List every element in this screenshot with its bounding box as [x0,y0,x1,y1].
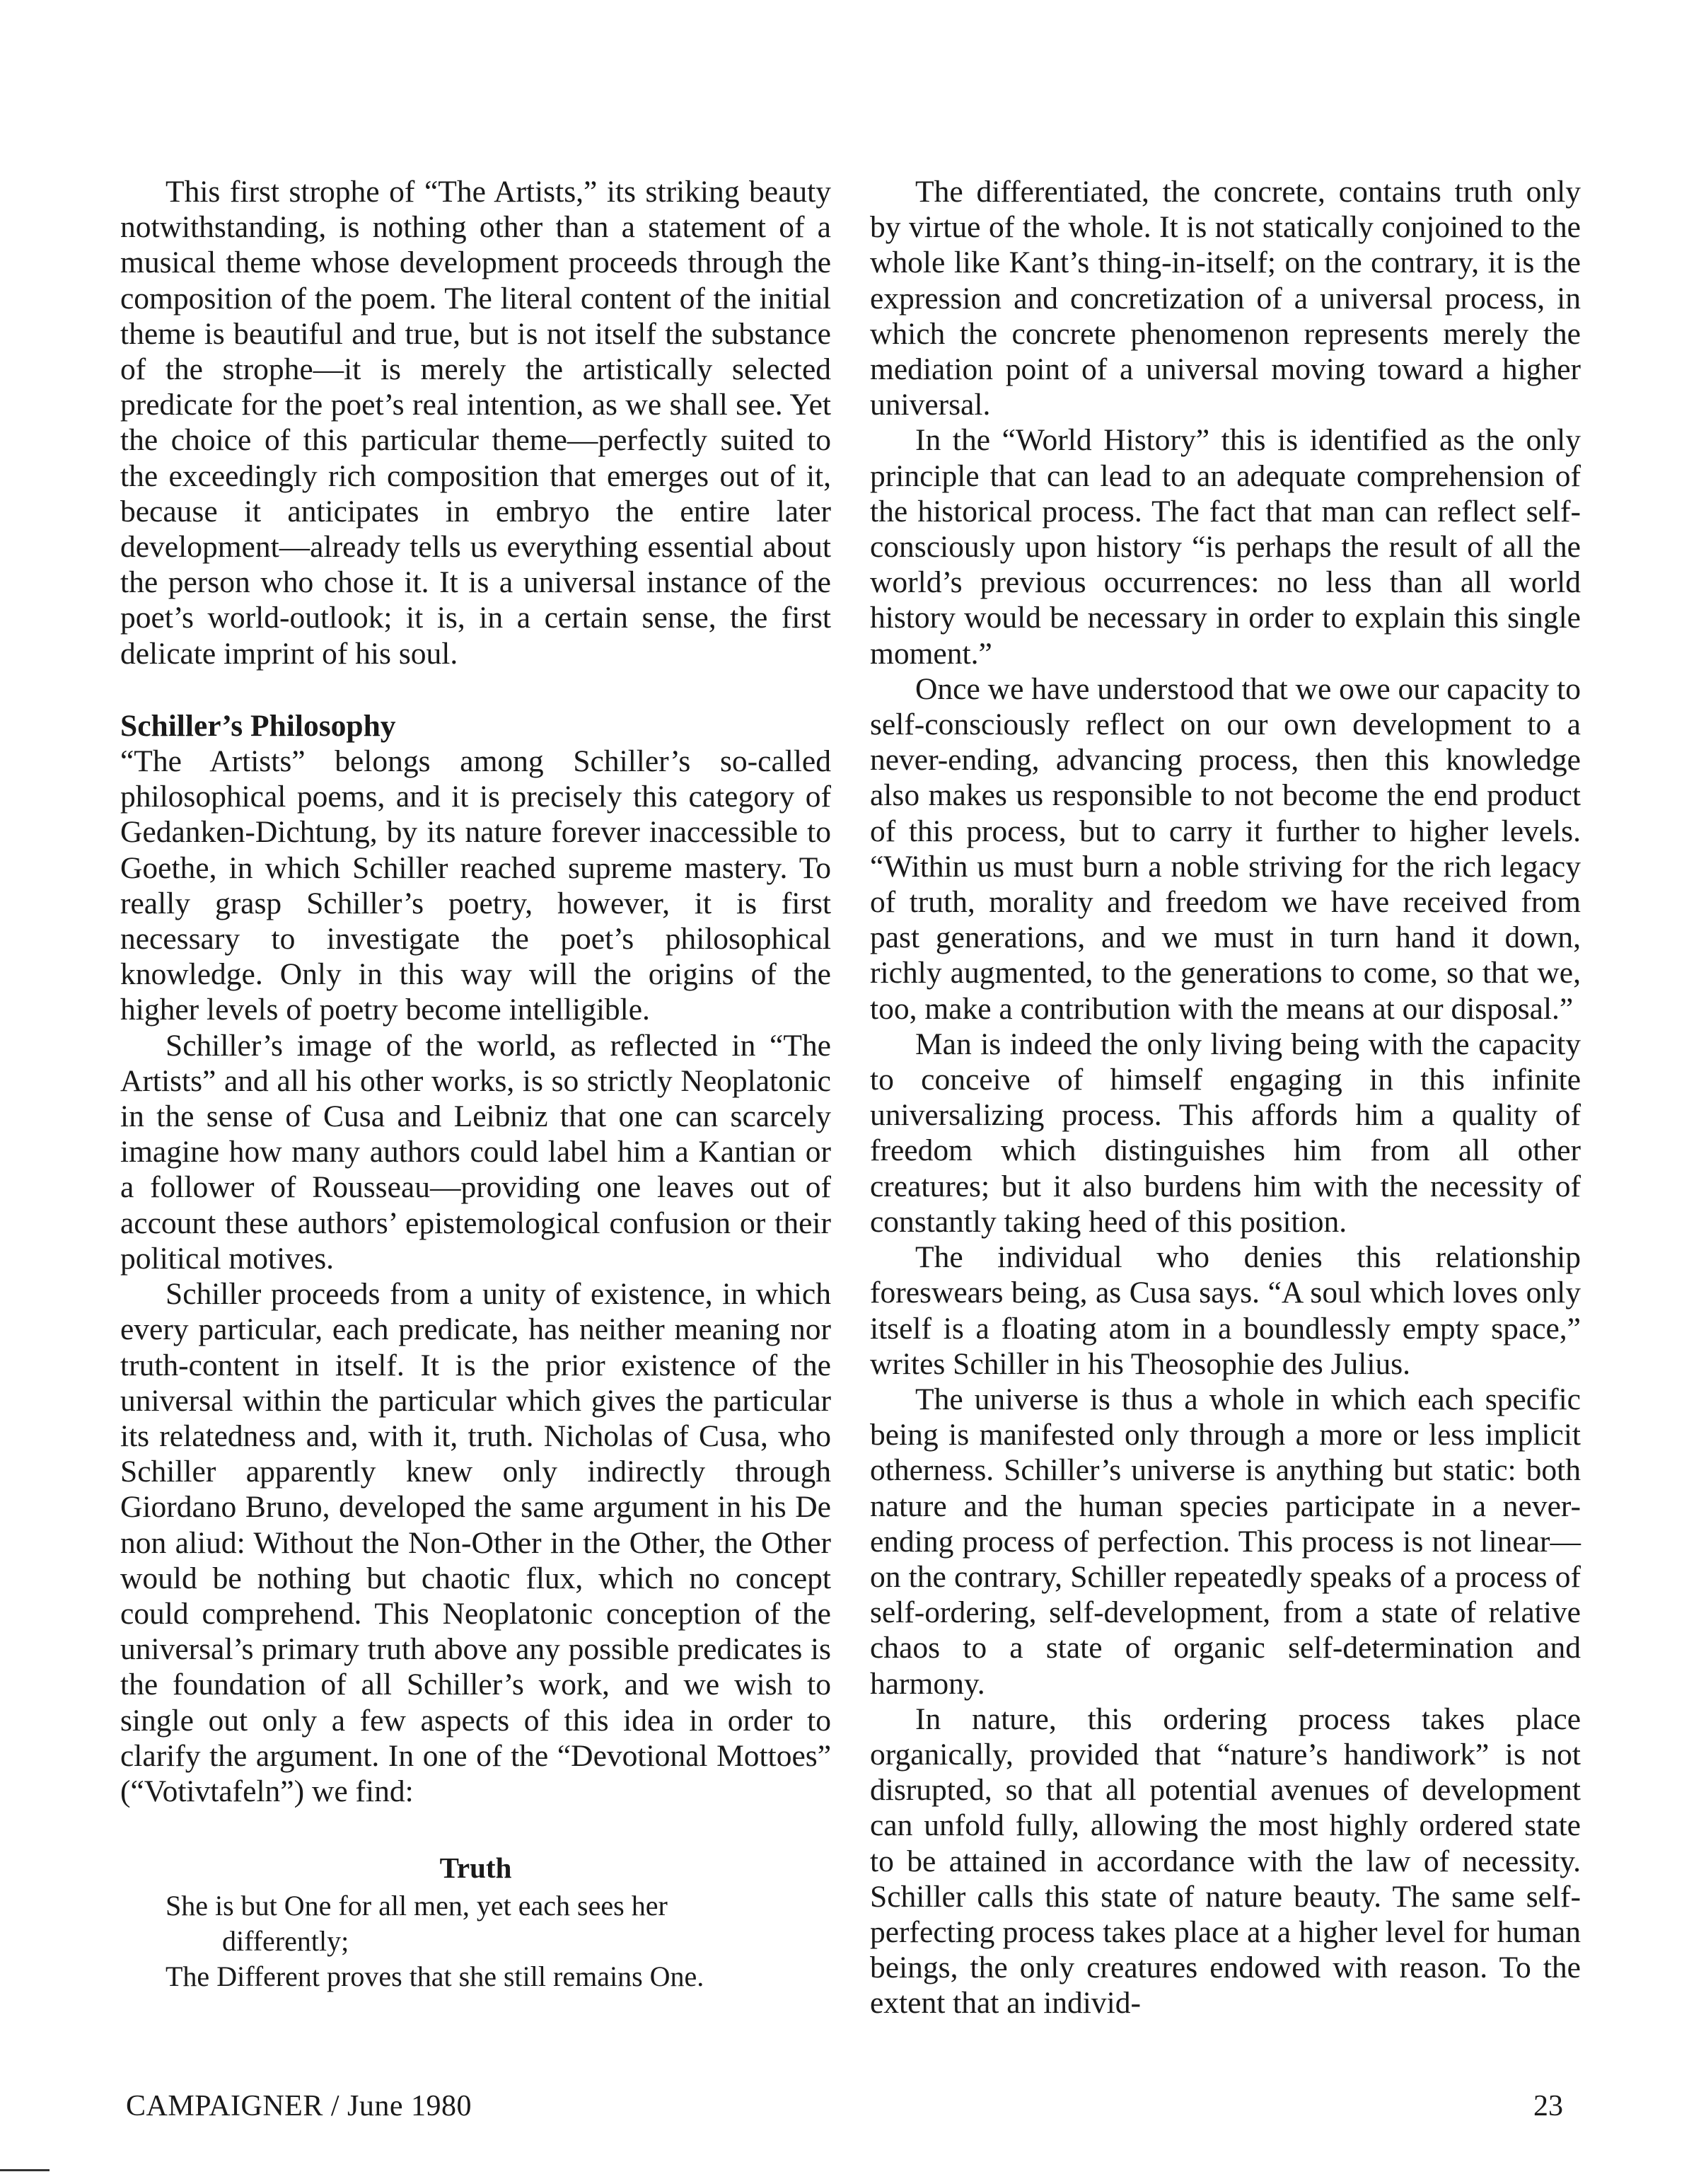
section-heading: Schiller’s Philosophy [120,708,396,743]
publication-footer: CAMPAIGNER / June 1980 [126,2090,472,2122]
body-paragraph: Schiller proceeds from a unity of existence, in which every particular, each predicate, has neither meaning nor truth-content in itself. It is the prior existence of the universal within the particular which gives the particular its relatedness and, with it, truth. Nicholas of Cusa, who Schiller apparently knew only indirectly through Giordano Bruno, developed the same argument in his De non aliud: Without the Non-Other in the Other, the Other would be nothing but chaotic flux, which no concept could comprehend. This Neoplatonic conception of the universal’s primary truth above any possible predicates is the foundation of all Schiller’s work, and we wish to single out only a few aspects of this idea in order to clarify the argument. In one of the “Devotional Mottoes” (“Votivtafeln”) we find: [120,1277,831,1808]
poem-block [120,1850,831,1994]
body-paragraph: Once we have understood that we owe our capacity to self-consciously reflect on our own development to a never-ending, advancing process, then this knowledge also makes us responsible to not become the end product of this process, but to carry it further to higher levels. “Within us must burn a noble striving for the rich legacy of truth, morality and freedom we have received from past generations, and we must in turn hand it down, richly augmented, to the generations to come, so that we, too, make a contribution with the means at our disposal.” [870,671,1581,1026]
edge-rule [0,2169,50,2171]
left-column [120,174,831,1994]
body-paragraph: The individual who denies this relationship foreswears being, as Cusa says. “A soul which loves only itself is a floating atom in a boundlessly empty space,” writes Schiller in his Theosophie des Julius. [870,1240,1581,1381]
body-paragraph: This first strophe of “The Artists,” its striking beauty notwithstanding, is nothing other than a statement of a musical theme whose development proceeds through the composition of the poem. The literal content of the initial theme is beautiful and true, but is not itself the substance of the strophe—it is merely the artistically selected predicate for the poet’s real intention, as we shall see. Yet the choice of this particular theme—perfectly suited to the exceedingly rich composition that emerges out of it, because it anticipates in embryo the entire later development—already tells us everything essential about the person who chose it. It is a universal instance of the poet’s world-outlook; it is, in a certain sense, the first delicate imprint of his soul. [120,175,831,671]
poem-line: The Different proves that she still remains One. [166,1960,704,1993]
body-paragraph: The universe is thus a whole in which each specific being is manifested only through a more or less implicit otherness. Schiller’s universe is anything but static: both nature and the human species participate in a never-ending process of perfection. This process is not linear—on the contrary, Schiller repeatedly speaks of a process of self-ordering, self-development, from a state of relative chaos to a state of organic self-determination and harmony. [870,1382,1581,1701]
poem-title: Truth [439,1851,512,1885]
right-column [870,174,1581,2021]
body-paragraph: In the “World History” this is identified as the only principle that can lead to an adequate comprehension of the historical process. The fact that man can reflect self-consciously upon history “is perhaps the result of all the world’s previous occurrences: no less than all world history would be necessary in order to explain this single moment.” [870,423,1581,671]
body-paragraph: Schiller’s image of the world, as reflected in “The Artists” and all his other works, is so strictly Neoplatonic in the sense of Cusa and Leibniz that one can scarcely imagine how many authors could label him a Kantian or a follower of Rousseau—providing one leaves out of account these authors’ epistemological confusion or their political motives. [120,1028,831,1276]
body-paragraph: “The Artists” belongs among Schiller’s so-called philosophical poems, and it is precisely this category of Gedanken-Dichtung, by its nature forever inaccessible to Goethe, in which Schiller reached supreme mastery. To really grasp Schiller’s poetry, however, it is first necessary to investigate the poet’s philosophical knowledge. Only in this way will the origins of the higher levels of poetry become intelligible. [120,744,831,1027]
body-paragraph: The differentiated, the concrete, contains truth only by virtue of the whole. It is not statically conjoined to the whole like Kant’s thing-in-itself; on the contrary, it is the expression and concretization of a universal process, in which the concrete phenomenon represents merely the mediation point of a universal moving toward a higher universal. [870,175,1581,422]
poem-line: She is but One for all men, yet each sees her [166,1890,668,1922]
page-number: 23 [1533,2090,1563,2122]
poem-line: differently; [222,1925,349,1958]
body-paragraph: Man is indeed the only living being with the capacity to conceive of himself engaging in this infinite universalizing process. This affords him a quality of freedom which distinguishes him from all other creatures; but it also burdens him with the necessity of constantly taking heed of this position. [870,1027,1581,1239]
body-paragraph: In nature, this ordering process takes place organically, provided that “nature’s handiwork” is not disrupted, so that all potential avenues of development can unfold fully, allowing the most highly ordered state to be attained in accordance with the law of necessity. Schiller calls this state of nature beauty. The same self-perfecting process takes place at a higher level for human beings, the only creatures endowed with reason. To the extent that an individ- [870,1701,1581,2021]
